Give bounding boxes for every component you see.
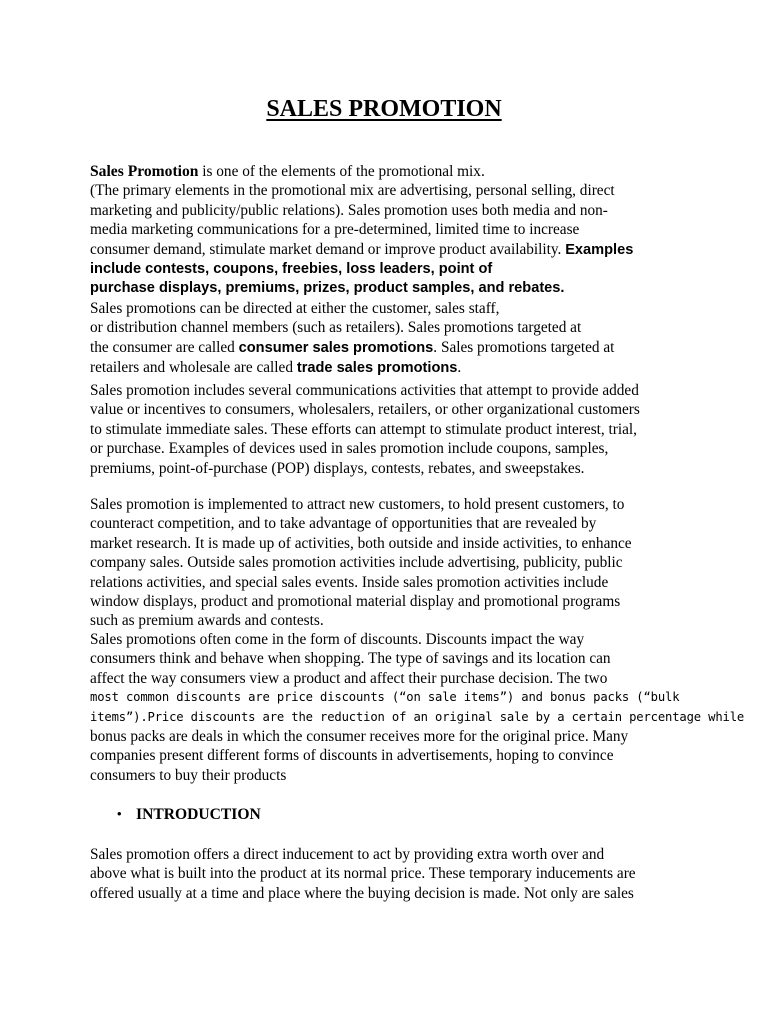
text-segment: . [457, 359, 462, 377]
paragraph-introduction [90, 845, 690, 903]
text-line [90, 338, 690, 358]
highlight-consumer-sales-promotions: consumer sales promotions [238, 339, 434, 356]
text-line: market research. It is made up of activities, both outside and inside activities, to enhance [90, 534, 632, 552]
text-line: consumers to buy their products [90, 766, 287, 784]
text-line [90, 240, 690, 260]
text-line-alt-font: most common discounts are price discounts (“on sale items”) and bonus packs (“bulk [90, 690, 680, 705]
text-line: Sales promotion offers a direct inducement to act by providing extra worth over and [90, 846, 605, 863]
text-line: Sales promotion is implemented to attract new customers, to hold present customers, to [90, 496, 625, 513]
text-line: or purchase. Examples of devices used in sales promotion include coupons, samples, [90, 440, 609, 458]
text-line: companies present different forms of discounts in advertisements, hoping to convince [90, 747, 614, 765]
text-line: (The primary elements in the promotional mix are advertising, personal selling, direct [90, 182, 615, 200]
text-line: above what is built into the product at its normal price. These temporary inducements are [90, 865, 636, 883]
text-line: consumers think and behave when shopping. The type of savings and its location can [90, 650, 611, 668]
text-line: Sales promotion includes several communications activities that attempt to provide added [90, 382, 639, 399]
page-title: SALES PROMOTION [266, 96, 502, 122]
text-segment: . Sales promotions targeted at [433, 338, 615, 356]
text-line: marketing and publicity/public relations). Sales promotion uses both media and non- [90, 201, 608, 219]
bullet-heading-introduction [117, 804, 261, 825]
paragraph-activities [90, 381, 690, 478]
text-line [90, 162, 690, 181]
text-line-highlight: purchase displays, premiums, prizes, product samples, and rebates. [90, 280, 565, 297]
text-line-alt-font: items”).Price discounts are the reduction of an original sale by a certain percentage while [90, 709, 745, 724]
highlight-trade-sales-promotions: trade sales promotions [296, 360, 458, 377]
paragraph-discounts [90, 630, 745, 785]
term-sales-promotion: Sales Promotion [90, 163, 199, 180]
text-line: or distribution channel members (such as retailers). Sales promotions targeted at [90, 319, 582, 337]
text-line: to stimulate immediate sales. These efforts can attempt to stimulate product interest, trial, [90, 420, 637, 438]
highlight-examples: Examples [565, 241, 634, 258]
paragraph-definition [90, 162, 690, 378]
text-line: offered usually at a time and place where the buying decision is made. Not only are sales [90, 884, 634, 902]
text-line-highlight: include contests, coupons, freebies, loss leaders, point of [90, 261, 493, 278]
text-line: affect the way consumers view a product and affect their purchase decision. The two [90, 669, 608, 687]
text-line: such as premium awards and contests. [90, 612, 324, 630]
text-line: value or incentives to consumers, wholesalers, retailers, or other organizational customers [90, 401, 640, 419]
text-line: Sales promotions can be directed at either the customer, sales staff, [90, 299, 500, 317]
text-segment: consumer demand, stimulate market demand or improve product availability. [90, 240, 566, 258]
paragraph-implementation [90, 495, 690, 631]
text-line: media marketing communications for a pre-determined, limited time to increase [90, 221, 580, 239]
bullet-icon: • [117, 806, 122, 821]
text-line: bonus packs are deals in which the consumer receives more for the original price. Many [90, 728, 629, 746]
text-line [90, 358, 690, 378]
text-line: premiums, point-of-purchase (POP) displays, contests, rebates, and sweepstakes. [90, 459, 585, 477]
text-line: company sales. Outside sales promotion activities include advertising, publicity, public [90, 554, 623, 572]
section-heading: INTRODUCTION [136, 806, 261, 823]
text-line: relations activities, and special sales events. Inside sales promotion activities include [90, 573, 609, 591]
text-line: Sales promotions often come in the form of discounts. Discounts impact the way [90, 631, 585, 648]
text-line: counteract competition, and to take advantage of opportunities that are revealed by [90, 515, 597, 533]
text-segment: is one of the elements of the promotional mix. [198, 163, 485, 180]
text-segment: the consumer are called [90, 338, 239, 356]
text-segment: retailers and wholesale are called [90, 359, 297, 377]
text-line: window displays, product and promotional material display and promotional programs [90, 593, 621, 611]
